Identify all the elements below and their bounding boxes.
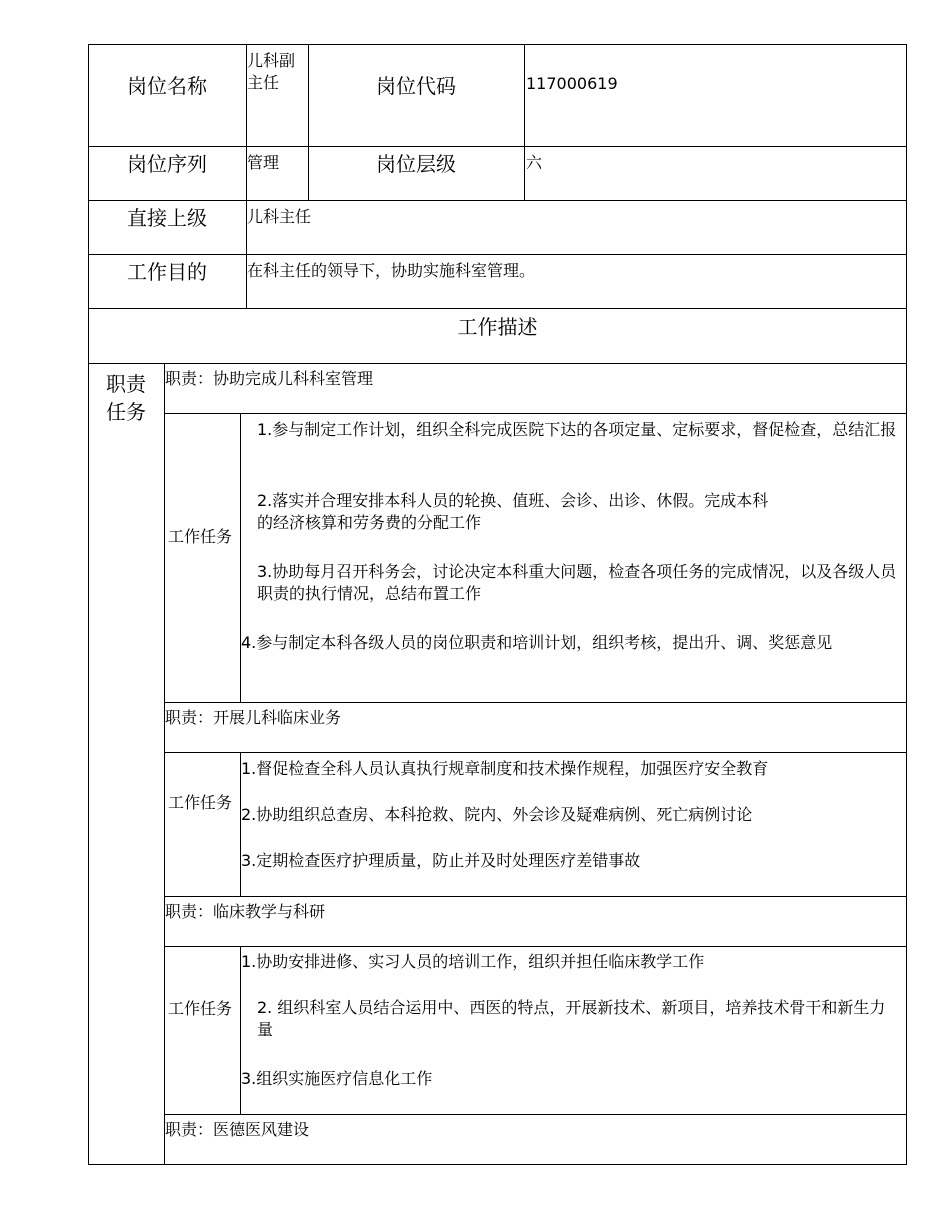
table-border <box>88 1164 907 1165</box>
task-item: 1.督促检查全科人员认真执行规章制度和技术操作规程，加强医疗安全教育 <box>241 759 769 778</box>
post-level-value: 六 <box>526 153 543 172</box>
table-border <box>164 702 907 703</box>
task-label: 工作任务 <box>168 527 233 546</box>
post-code-value: 117000619 <box>526 74 618 93</box>
description-title: 工作描述 <box>457 315 538 339</box>
post-series-value: 管理 <box>247 153 280 172</box>
task-item: 1.协助安排进修、实习人员的培训工作，组织并担任临床教学工作 <box>241 952 705 971</box>
task-item: 2.协助组织总查房、本科抢救、院内、外会诊及疑难病例、死亡病例讨论 <box>241 805 753 824</box>
post-name-value: 儿科副主任 <box>247 51 296 92</box>
task-item: 2. 组织科室人员结合运用中、西医的特点，开展新技术、新项目，培养技术骨干和新生力量 <box>257 998 886 1039</box>
table-border <box>164 752 907 753</box>
task-item: 2.落实并合理安排本科人员的轮换、值班、会诊、出诊、休假。完成本科的经济核算和劳务费的分配工作 <box>257 491 769 532</box>
post-name-label: 岗位名称 <box>127 74 207 98</box>
task-label: 工作任务 <box>168 793 233 812</box>
table-border <box>88 44 907 45</box>
task-item: 3.定期检查医疗护理质量，防止并及时处理医疗差错事故 <box>241 851 641 870</box>
task-label: 工作任务 <box>168 999 233 1018</box>
table-border <box>164 363 165 1164</box>
table-border <box>88 200 907 201</box>
table-border <box>240 413 241 702</box>
purpose-value: 在科主任的领导下，协助实施科室管理。 <box>247 261 536 280</box>
duties-label: 职责任务 <box>106 372 146 424</box>
table-border <box>88 254 907 255</box>
table-border <box>164 1114 907 1115</box>
table-border <box>88 146 907 147</box>
task-item: 1.参与制定工作计划，组织全科完成医院下达的各项定量、定标要求，督促检查，总结汇报 <box>257 420 897 439</box>
table-border <box>164 946 907 947</box>
duty-title: 职责：临床教学与科研 <box>165 902 326 921</box>
duty-title: 职责：协助完成儿科科室管理 <box>165 369 374 388</box>
table-border <box>88 308 907 309</box>
supervisor-label: 直接上级 <box>127 206 207 230</box>
task-item: 4.参与制定本科各级人员的岗位职责和培训计划，组织考核，提出升、调、奖惩意见 <box>241 633 833 652</box>
supervisor-value: 儿科主任 <box>247 207 312 226</box>
post-series-label: 岗位序列 <box>127 152 207 176</box>
task-item: 3.组织实施医疗信息化工作 <box>241 1069 433 1088</box>
duty-title: 职责：开展儿科临床业务 <box>165 708 342 727</box>
duty-title: 职责：医德医风建设 <box>165 1120 310 1139</box>
table-border <box>906 44 907 1165</box>
table-border <box>524 44 525 200</box>
purpose-label: 工作目的 <box>127 260 207 284</box>
table-border <box>164 413 907 414</box>
table-border <box>88 363 907 364</box>
task-item: 3.协助每月召开科务会，讨论决定本科重大问题，检查各项任务的完成情况，以及各级人员职责的执行情况，总结布置工作 <box>257 562 897 603</box>
table-border <box>164 896 907 897</box>
post-level-label: 岗位层级 <box>376 152 456 176</box>
post-code-label: 岗位代码 <box>376 74 456 98</box>
